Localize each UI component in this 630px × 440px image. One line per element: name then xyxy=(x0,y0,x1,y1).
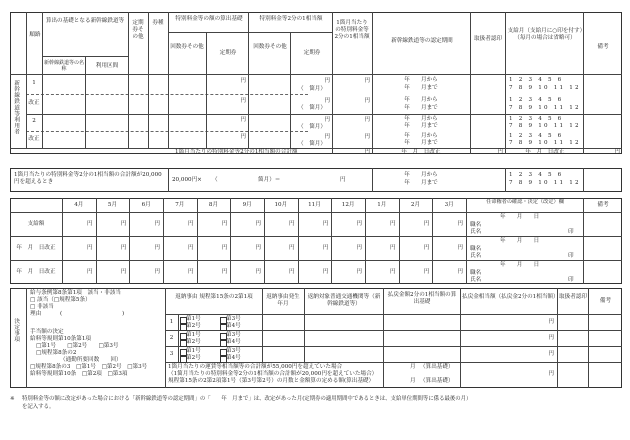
month-amount-yen[interactable]: 円 xyxy=(289,269,295,275)
row2-months-top[interactable]: 1 2 3 4 5 6 xyxy=(509,116,564,122)
decision-reason: 理由 xyxy=(30,311,42,317)
checkbox-r3-4[interactable] xyxy=(220,356,227,363)
basis-header: 算出の基礎となる新幹線鉄道等 xyxy=(45,18,125,24)
month-amount-yen[interactable]: 円 xyxy=(457,245,463,251)
month-amount-yen[interactable]: 円 xyxy=(356,269,362,275)
excess-note-3: 規程第15条の2第2項第1号（第3号第2号）の月数と金額算の定める額(算出基礎） xyxy=(168,378,375,384)
month-amount-yen[interactable]: 円 xyxy=(457,269,463,275)
fare-basis-other-header: 回数券その他 xyxy=(170,44,204,50)
row1-revise: 改正 xyxy=(28,100,40,106)
refund-amount-header: 払戻金相当額（払戻金2分の1相当額） xyxy=(462,294,559,300)
return-r3-item1[interactable]: 第1号 xyxy=(186,348,201,354)
checkbox-r3-3[interactable] xyxy=(220,349,227,356)
decision-side-label: 決定事項 xyxy=(13,318,20,343)
return-row3-no: 3 xyxy=(169,351,174,357)
row2-from: 年 月から xyxy=(404,116,438,122)
month-header: 9月 xyxy=(242,202,252,208)
checkbox-r2-4[interactable] xyxy=(220,340,227,347)
decision-line2[interactable]: □ 該当（□規程第5条） xyxy=(30,297,91,303)
formula-bracket: （ xyxy=(212,177,218,183)
month-grid-line xyxy=(96,198,97,284)
row1b-to: 年 月まで xyxy=(404,105,438,111)
reason-bracket-open: ( xyxy=(60,311,63,317)
row2b-to: 年 月まで xyxy=(404,140,438,146)
approval-period-header: 新幹線鉄道等の認定期間 xyxy=(391,38,453,44)
month-amount-yen[interactable]: 円 xyxy=(255,221,261,227)
payment-month-header: 支給月（支給月に○印を付す）（毎月の場合は省略可） xyxy=(507,28,583,41)
excess-from: 年 月から xyxy=(404,172,438,178)
return-r1-item1[interactable]: 第1号 xyxy=(186,316,201,322)
return-r3-item4[interactable]: 第4号 xyxy=(226,355,241,361)
reason-bracket-close: ) xyxy=(122,311,125,317)
excess-formula-b: 箇月）＝ xyxy=(258,177,281,183)
excess-months-bottom[interactable]: 7 8 9 10 11 12 xyxy=(509,180,581,186)
decision-line1: 給与条例第8条第1項 該当・非該当 xyxy=(30,290,122,296)
monthly-total-yen: 円 xyxy=(364,149,370,155)
excess-months-top[interactable]: 1 2 3 4 5 6 xyxy=(509,172,564,178)
row2b-monthly-yen: 円 xyxy=(364,134,370,140)
approval3-seal: 印 xyxy=(568,277,574,283)
excess-basis-1: （算出基礎） xyxy=(420,364,454,370)
checkbox-r3-1[interactable] xyxy=(180,349,187,356)
refund-basis-header: 払戻金額2分の1相当額の算出基礎 xyxy=(387,292,457,305)
refund-r2-yen: 円 xyxy=(548,335,554,341)
checkbox-r2-3[interactable] xyxy=(220,333,227,340)
pass-type-header: 定期券その他 xyxy=(132,20,144,40)
row2b-half-yen: 円 xyxy=(324,134,330,140)
month-header: 1月 xyxy=(377,202,387,208)
checkbox-r1-4[interactable] xyxy=(220,324,227,331)
approval2-seal: 印 xyxy=(568,253,574,259)
month-grid-line xyxy=(230,198,231,284)
row1b-months-bottom[interactable]: 7 8 9 10 11 12 xyxy=(509,105,581,111)
half-fare-other-header: 回数券その他 xyxy=(253,44,287,50)
return-row2-no: 2 xyxy=(169,335,174,341)
row1-fare-yen: 円 xyxy=(240,78,246,84)
decision-line6: 給料等規則第10条第1項 xyxy=(30,336,92,342)
remarks-header: 備考 xyxy=(597,44,609,50)
refund-remarks-header: 備考 xyxy=(599,298,612,304)
row2-half-yen: 円 xyxy=(324,117,330,123)
refund-r1-yen: 円 xyxy=(548,319,554,325)
user-side-label: 新幹線鉄道等利用者 xyxy=(13,80,20,135)
approval2-date: 年 月 日 xyxy=(500,238,540,244)
month-amount-yen[interactable]: 円 xyxy=(221,269,228,275)
month-header: 10月 xyxy=(274,202,288,208)
month-amount-yen[interactable]: 円 xyxy=(154,221,160,227)
approval3-date: 年 月 日 xyxy=(500,262,540,268)
return-r2-item1[interactable]: 第1号 xyxy=(186,332,201,338)
month-grid-line xyxy=(432,198,433,284)
row2b-months-bottom[interactable]: 7 8 9 10 11 12 xyxy=(509,140,581,146)
revise-row1-label: 年 月 日改正 xyxy=(16,245,56,251)
month-amount-yen[interactable]: 円 xyxy=(390,269,396,275)
month-amount-yen[interactable]: 円 xyxy=(423,245,430,251)
month-grid-line xyxy=(197,198,198,284)
handler-seal-header: 取扱者認印 xyxy=(474,36,502,42)
month-amount-yen[interactable]: 円 xyxy=(390,221,396,227)
row1-from: 年 月から xyxy=(404,77,438,83)
excess-month-2: 月 xyxy=(410,378,416,384)
excess-condition: 1箇月当たりの特別料金等2分の1相当額の合計額が20,000円を超えるとき xyxy=(14,172,162,185)
approval2-title: 職名 xyxy=(470,246,482,252)
month-amount-yen[interactable]: 円 xyxy=(322,245,329,251)
month-amount-yen[interactable]: 円 xyxy=(221,221,228,227)
row2-monthly-yen: 円 xyxy=(364,117,370,123)
total-revise-yen: 円 xyxy=(497,149,503,155)
checkbox-r1-2[interactable] xyxy=(180,324,187,331)
month-grid-line xyxy=(298,198,299,284)
return-r3-item2[interactable]: 第2号 xyxy=(186,355,201,361)
month-amount-yen[interactable]: 円 xyxy=(120,269,127,275)
row1b-fare-yen: 円 xyxy=(240,98,246,104)
month-grid-line xyxy=(264,198,265,284)
return-date-header: 返納事由発生年月 xyxy=(266,294,300,307)
decision-line3[interactable]: □ 非該当 xyxy=(30,304,54,310)
month-amount-yen[interactable]: 円 xyxy=(423,269,430,275)
return-r2-item2[interactable]: 第2号 xyxy=(186,339,201,345)
row1-months-top[interactable]: 1 2 3 4 5 6 xyxy=(509,77,564,83)
excess-to: 年 月まで xyxy=(404,180,438,186)
refund-handler-header: 取扱者認印 xyxy=(559,294,587,300)
return-r1-item4[interactable]: 第4号 xyxy=(226,323,241,329)
row2-to: 年 月まで xyxy=(404,123,438,129)
footnote-text2: を記入する。 xyxy=(22,404,55,410)
row2b-months-top[interactable]: 1 2 3 4 5 6 xyxy=(509,133,564,139)
month-amount-yen[interactable]: 円 xyxy=(188,269,194,275)
half-fare-header: 特別料金等2分の1相当額 xyxy=(259,16,323,22)
month-amount-yen[interactable]: 円 xyxy=(289,221,295,227)
month-grid-line xyxy=(163,198,164,284)
return-r1-item2[interactable]: 第2号 xyxy=(186,323,201,329)
month-header: 2月 xyxy=(410,202,421,208)
return-r3-item3[interactable]: 第3号 xyxy=(226,348,241,354)
checkbox-r2-1[interactable] xyxy=(180,333,187,340)
month-amount-yen[interactable]: 円 xyxy=(356,245,362,251)
month-header: 5月 xyxy=(107,202,118,208)
checkbox-r1-1[interactable] xyxy=(180,317,187,324)
month-header: 7月 xyxy=(175,202,185,208)
month-amount-yen[interactable]: 円 xyxy=(120,221,127,227)
line-name-header: 新幹線鉄道等の名称 xyxy=(44,60,85,73)
approval1-name: 氏名 xyxy=(470,229,482,235)
excess-yen: 円 xyxy=(340,177,346,183)
decision-line9: （通勤所要回数 回） xyxy=(60,357,122,363)
row2-no: 2 xyxy=(32,118,36,124)
decision-line5: 手当額の決定 xyxy=(30,329,64,335)
month-amount-yen[interactable]: 円 xyxy=(423,221,430,227)
excess-note-1: 1箇月当たりの運賃等相当額等の合計額が55,000円を超えていた場合 xyxy=(168,364,343,370)
approval-remarks-header: 備考 xyxy=(597,202,609,208)
footnote-text1: 特別料金等の額に改定があった場合における「新幹線鉄道等の認定期間」の「 年 月まで」は、改定があった月(定期券の適用期間中であるときは、支給単位期間等に係る最後の月） xyxy=(22,396,472,402)
month-amount-yen[interactable]: 円 xyxy=(322,221,329,227)
footnote-mark: ※ xyxy=(10,396,15,402)
row1-monthly-yen: 円 xyxy=(364,78,370,84)
checkbox-r1-3[interactable] xyxy=(220,317,227,324)
decision-line7[interactable]: □第1号 □第2号 □第3号 xyxy=(36,343,119,349)
monthly-total-label: 1箇月当たりの特別料金等2分の1相当額の合計額 xyxy=(175,149,298,155)
excess-formula-a: 20,000円× xyxy=(172,177,202,183)
refund-r3-yen: 円 xyxy=(548,351,554,357)
month-amount-yen[interactable]: 円 xyxy=(390,245,396,251)
row2-fare-yen: 円 xyxy=(240,117,246,123)
return-row1-no: 1 xyxy=(169,319,174,325)
excess-refund-yen: 円 xyxy=(548,371,554,377)
revise-row2-label: 年 月 日改正 xyxy=(16,269,56,275)
ticket-kind-header: 券種 xyxy=(152,20,164,26)
month-amount-yen[interactable]: 円 xyxy=(255,245,261,251)
month-grid-line xyxy=(129,198,130,284)
return-r2-item3[interactable]: 第3号 xyxy=(226,332,241,338)
month-amount-yen[interactable]: 円 xyxy=(154,269,160,275)
total-revise-date-2: 年 月 日改正 xyxy=(525,149,565,155)
checkbox-r2-2[interactable] xyxy=(180,340,187,347)
approval1-date: 年 月 日 xyxy=(500,214,540,220)
total-revise-date: 年 月 日改正 xyxy=(401,149,441,155)
monthly-half-header: 1箇月当たりの特別料金等2分の1相当額 xyxy=(334,20,370,40)
row2b-fare-yen: 円 xyxy=(240,134,246,140)
approval3-title: 職名 xyxy=(470,270,482,276)
month-amount-yen[interactable]: 円 xyxy=(322,269,329,275)
approval1-seal: 印 xyxy=(568,229,574,235)
month-amount-yen[interactable]: 円 xyxy=(221,245,228,251)
return-reason-header: 返納事由 規程第15条の2第1項 xyxy=(175,294,253,300)
month-amount-yen[interactable]: 円 xyxy=(188,245,194,251)
month-amount-yen[interactable]: 円 xyxy=(120,245,127,251)
month-amount-yen[interactable]: 円 xyxy=(87,269,93,275)
approval1-title: 職名 xyxy=(470,222,482,228)
row1-months: （ 箇月） xyxy=(298,86,326,92)
row2-revise: 改正 xyxy=(28,136,40,142)
row1-half-yen: 円 xyxy=(324,78,330,84)
checkbox-r3-2[interactable] xyxy=(180,356,187,363)
month-amount-yen[interactable]: 円 xyxy=(356,221,362,227)
total-revise-yen-2: 円 xyxy=(614,149,620,155)
month-amount-yen[interactable]: 円 xyxy=(87,245,93,251)
month-amount-yen[interactable]: 円 xyxy=(154,245,160,251)
excess-note-2: （1箇月当たりの特別料金等2分の1相当額の合計額が20,000円を超えていた場合） xyxy=(168,371,378,377)
month-amount-yen[interactable]: 円 xyxy=(289,245,295,251)
excess-basis-2: （算出基礎） xyxy=(420,378,454,384)
fare-basis-pass-header: 定期券 xyxy=(219,50,237,56)
route-no-header: 順路 xyxy=(29,32,41,38)
month-header: 3月 xyxy=(444,202,454,208)
row1-months-bottom[interactable]: 7 8 9 10 11 12 xyxy=(509,85,581,91)
return-pass-header: 返納対象普通交通機関等（新幹線鉄道等） xyxy=(307,294,381,307)
pay-amount-label: 支給額 xyxy=(27,221,45,227)
decision-line8[interactable]: □規程第8条の2 xyxy=(36,350,77,356)
row1b-half-yen: 円 xyxy=(324,98,330,104)
decision-line10[interactable]: □規程第8条の3 □第1号 □第2号 □第3号 xyxy=(30,364,148,370)
month-grid-line xyxy=(399,198,400,284)
month-amount-yen[interactable]: 円 xyxy=(457,221,463,227)
half-fare-pass-header: 定期券 xyxy=(303,50,321,56)
approval3-name: 氏名 xyxy=(470,277,482,283)
row1b-from: 年 月から xyxy=(404,97,438,103)
month-header: 4月 xyxy=(74,202,84,208)
month-amount-yen[interactable]: 円 xyxy=(255,269,261,275)
month-amount-yen[interactable]: 円 xyxy=(188,221,194,227)
month-header: 11月 xyxy=(308,202,321,208)
approval-header: 任命権者の確認・決定（改定）欄 xyxy=(486,199,564,205)
decision-line11[interactable]: 給料等規則第10条 □第2項 □第3項 xyxy=(30,371,128,377)
month-amount-yen[interactable]: 円 xyxy=(87,221,93,227)
row1b-monthly-yen: 円 xyxy=(364,98,370,104)
row1b-months: （ 箇月） xyxy=(298,105,326,111)
month-header: 6月 xyxy=(141,202,151,208)
row2b-from: 年 月から xyxy=(404,133,438,139)
row2b-months: （ 箇月） xyxy=(298,141,326,147)
row2-months: （ 箇月） xyxy=(298,124,326,130)
return-r2-item4[interactable]: 第4号 xyxy=(226,339,241,345)
excess-month-1: 月 xyxy=(410,364,416,370)
section-header: 利用区間 xyxy=(95,63,119,69)
approval2-name: 氏名 xyxy=(470,253,482,259)
return-r1-item3[interactable]: 第3号 xyxy=(226,316,241,322)
month-header: 12月 xyxy=(341,202,355,208)
row1b-months-top[interactable]: 1 2 3 4 5 6 xyxy=(509,97,564,103)
month-grid-line xyxy=(331,198,332,284)
row1-no: 1 xyxy=(32,80,36,86)
month-header: 8月 xyxy=(208,202,219,208)
month-grid-line xyxy=(365,198,366,284)
row2-months-bottom[interactable]: 7 8 9 10 11 12 xyxy=(509,123,581,129)
row1-to: 年 月まで xyxy=(404,85,438,91)
fare-basis-header: 特別料金等の額の算出基礎 xyxy=(175,16,243,22)
